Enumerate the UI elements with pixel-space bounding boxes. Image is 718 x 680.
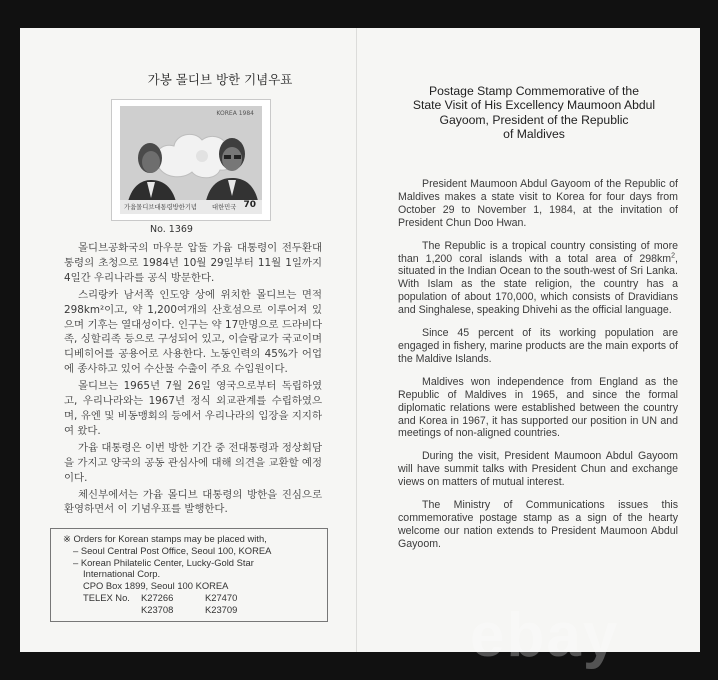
english-title-line: State Visit of His Excellency Maumoon Abdul — [412, 98, 656, 113]
english-paragraph: During the visit, President Maumoon Abdul Gayoom will have summit talks with President Chun and exchange views on matters of mutual interest. — [398, 450, 678, 489]
stamp-image — [120, 106, 262, 214]
english-paragraph: Since 45 percent of its working population are engaged in fishery, marine products are the main exports of the Maldive Islands. — [398, 327, 678, 365]
orders-line: CPO Box 1899, Seoul 100 KOREA — [83, 580, 229, 592]
english-title-line: Postage Stamp Commemorative of the — [429, 84, 639, 98]
english-title-line: Gayoom, President of the Republic — [439, 112, 629, 127]
english-text: The Republic is a tropical country consisting of more than 1,200 coral islands with a total area of 298km — [398, 239, 678, 265]
document-sheet — [20, 28, 700, 652]
orders-heading: ※ Orders for Korean stamps may be placed with, — [63, 533, 267, 544]
english-paragraph — [398, 240, 678, 317]
stamp-denomination: 70 — [243, 200, 256, 210]
stamp-country: KOREA 1984 — [216, 110, 254, 117]
stamp-mount — [112, 100, 270, 220]
korean-paragraph: 가윰 대통령은 이번 방한 기간 중 전대통령과 정상회담을 가지고 양국의 공동 관심사에 대해 의견을 교환할 예정이다. — [64, 441, 322, 484]
korean-title: 가봉 몰디브 방한 기념우표 — [147, 72, 293, 87]
telex-number: K23709 — [205, 603, 238, 615]
korean-paragraph: 몰디브공화국의 마우문 압둘 가윰 대통령이 전두환대통령의 초청으로 1984년 10월 29일부터 11월 1일까지 4일간 우리나라를 공식 방문한다. — [64, 242, 322, 284]
korean-paragraph: 몰디브는 1965년 7월 26일 영국으로부터 독립하였고, 우리나라와는 1967년 정식 외교관계를 수립하였으며, 유엔 및 비동맹회의 등에서 우리나라의 입장을 지지하여 왔다. — [64, 380, 322, 437]
telex-row — [63, 604, 327, 616]
fold-line — [356, 28, 357, 652]
english-title — [382, 84, 686, 142]
korean-body — [64, 241, 322, 519]
orders-line: – Seoul Central Post Office, Seoul 100, KOREA — [73, 544, 272, 556]
orders-box — [50, 528, 328, 622]
english-body — [398, 178, 678, 561]
english-paragraph: Maldives won independence from England as the Republic of Maldives in 1965, and since the formal diplomatic relations were established between the country and Korea in 1967, it has supported our position in UN and meetings of non-aligned countries. — [398, 375, 678, 440]
superscript: 2 — [671, 252, 676, 259]
telex-row — [63, 592, 327, 604]
korean-paragraph: 체신부에서는 가윰 몰디브 대통령의 방한을 진심으로 환영하면서 이 기념우표를 발행한다. — [64, 488, 322, 516]
orders-line: – Korean Philatelic Center, Lucky-Gold Star — [73, 556, 254, 568]
stamp-number: No. 1369 — [150, 224, 193, 235]
orders-line: International Corp. — [83, 568, 161, 580]
telex-label: TELEX No. — [83, 591, 130, 603]
watermark: ebay — [470, 601, 620, 670]
telex-number: K23708 — [141, 603, 174, 615]
telex-number: K27470 — [205, 591, 238, 603]
english-paragraph: The Ministry of Communications issues this commemorative postage stamp as a sign of the hearty welcome our nation extends to President Maumoon Abdul Gayoom. — [398, 499, 678, 550]
stamp-caption: 가윰몰디브대통령방한기념 — [124, 204, 197, 211]
english-text: , situated in the Indian Ocean to the south-west of Sri Lanka. With Islam as the state religion, the country has a population of about 170,000, which consists of Dravidians and Singhalese, speaking Dhivehi as the official language. — [398, 252, 678, 317]
korean-paragraph: 스리랑카 남서쪽 인도양 상에 위치한 몰디브는 면적 298km²이고, 약 1,200여개의 산호섬으로 이루어져 있으며 기후는 열대성이다. 인구는 약 17만명으로 드라비다족, 싱할리족 등으로 구성되어 있고, 이슬람교가 국교이며 디베히어를 공용어로 사용한다. 노동인력의 45%가 어업에 종사하고 있어 수산물 수출이 주요 수입원이다. — [64, 288, 322, 376]
telex-number: K27266 — [141, 591, 174, 603]
stamp-currency: 대한민국 — [212, 204, 237, 211]
english-title-line: of Maldives — [503, 127, 565, 142]
english-paragraph: President Maumoon Abdul Gayoom of the Republic of Maldives makes a state visit to Korea for four days from October 29 to November 1, 1984, at the invitation of President Chun Doo Hwan. — [398, 178, 678, 229]
